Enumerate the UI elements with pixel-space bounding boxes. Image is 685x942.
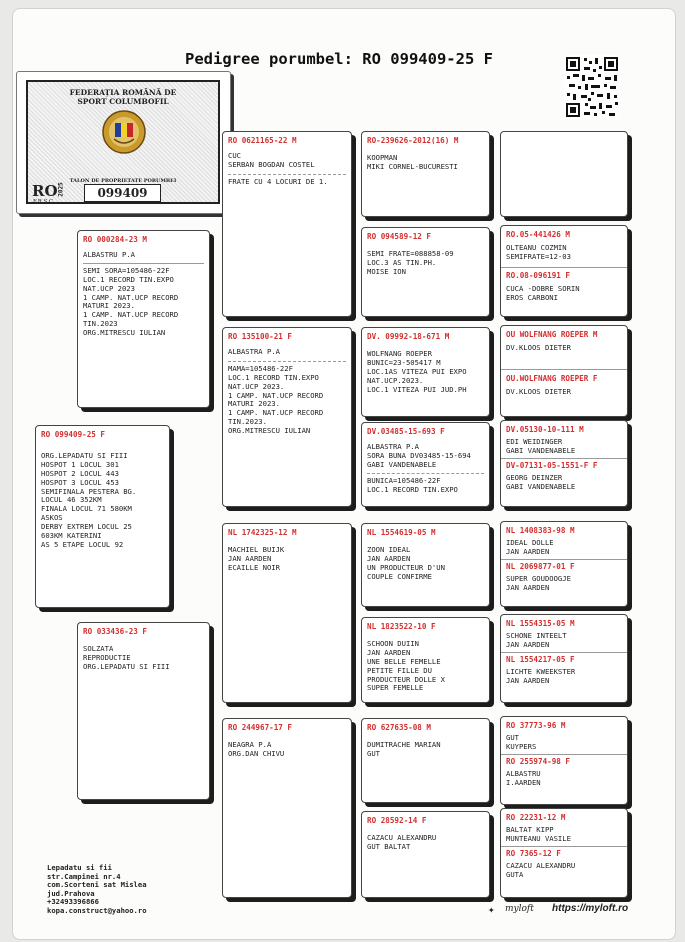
dsd-ring: NL 1823522-10 F <box>367 622 436 631</box>
pigeon-dam-dam <box>222 718 352 898</box>
breeder-contact: Lepadatu si fii str.Campinei nr.4 com.Scorteni sat Mislea jud.Prahova +32493396866 kopa.construct@yahoo.ro <box>47 863 147 915</box>
pigeon-sire-dam <box>222 327 352 507</box>
dsdd-info: LICHTE KWEEKSTER JAN AARDEN <box>506 666 576 685</box>
ddss-info: GUT KUYPERS <box>506 732 537 751</box>
sdd-info: BUNICA=105486-22F LOC.1 RECORD TIN.EXPO <box>367 475 458 494</box>
pigeon-dam <box>77 622 210 800</box>
sss-ring: RO-239626-2012(16) M <box>367 136 459 145</box>
dds-info: DUMITRACHE MARIAN GUT <box>367 739 441 758</box>
pigeon-g5-dsd <box>500 614 628 703</box>
myloft-logo-icon: ✦ <box>488 903 495 916</box>
ssdd-ring: RO.08-096191 F <box>506 270 571 280</box>
dd-info: NEAGRA P.A ORG.DAN CHIVU <box>228 739 285 758</box>
sdd-info-top: ALBASTRA P.A SORA BUNA DV03485-15-694 GABI VANDENABELE <box>367 441 471 469</box>
ds-ring: NL 1742325-12 M <box>228 528 297 537</box>
ssdd-info: CUCA -DOBRE SORIN EROS CARBONI <box>506 283 580 302</box>
sdss-info: DV.KLOOS DIETER <box>506 342 571 352</box>
ddd-info: CAZACU ALEXANDRU GUT BALTAT <box>367 832 437 851</box>
sdsd-ring: OU.WOLFNANG ROEPER F <box>506 373 598 383</box>
sdd-separator <box>367 473 484 474</box>
dds-ring: RO 627635-08 M <box>367 723 432 732</box>
dss-ring: NL 1554619-05 M <box>367 528 436 537</box>
pigeon-ddd <box>361 811 490 898</box>
ss-info: FRATE CU 4 LOCURI DE 1. <box>228 176 328 186</box>
card-caption: TALON DE PROPRIETATE PORUMBEI <box>69 178 177 184</box>
subject-info: ORG.LEPADATU SI FIII HOSPOT 1 LOCUL 301 HOSPOT 2 LOCUL 443 HOSPOT 3 LOCUL 453 SEMIFINALA PESTERA BG. LOCUL 46 352KM FINALA LOCUL 71 580KM ASKOS DERBY EXTREM LOCUL 25 603KM KATERINI AS 5 ETAPE LOCUL 92 <box>41 450 137 549</box>
pigeon-dss <box>361 523 490 607</box>
pigeon-sss <box>361 131 490 217</box>
sds-info: WOLFNANG ROEPER BUNIC=23-505417 M LOC.1AS VITEZA PUI EXPO NAT.UCP.2023. LOC.1 VITEZA PUI JUD.PH <box>367 348 467 394</box>
federation-code: F.R.S.C <box>33 199 54 205</box>
ddsd-info: ALBASTRU I.AARDEN <box>506 768 541 787</box>
federation-name-line2: SPORT COLUMBOFIL <box>77 97 169 106</box>
brand-url[interactable]: https://myloft.ro <box>552 903 629 914</box>
sddd-ring: DV-07131-05-1551-F F <box>506 460 598 470</box>
ss-info-top: CUC SERBAN BOGDAN COSTEL <box>228 150 315 169</box>
pigeon-dsd <box>361 617 490 703</box>
country-code: RO <box>32 182 58 200</box>
dsd-info: SCHOON DUIIN JAN AARDEN UNE BELLE FEMELLE PETITE FILLE DU PRODUCTEUR DOLLE X SUPER FEMELLE <box>367 638 445 693</box>
sds-ring: DV. 09992-18-671 M <box>367 332 450 341</box>
sd-info-top: ALBASTRA P.A <box>228 346 280 356</box>
pigeon-g5-ddd <box>500 808 628 898</box>
pigeon-sire <box>77 230 210 408</box>
ds-info: MACHIEL BUIJK JAN AARDEN ECAILLE NOIR <box>228 544 285 572</box>
dam-info: SOLZATA REPRODUCTIE ORG.LEPADATU SI FIII <box>83 643 170 671</box>
page-title: Pedigree porumbel: RO 099409-25 F <box>185 50 493 68</box>
dsss-info: IDEAL DOLLE JAN AARDEN <box>506 537 554 556</box>
federation-emblem-icon <box>101 109 147 155</box>
sdss-ring: OU WOLFNANG ROEPER M <box>506 330 598 339</box>
dddd-ring: RO 7365-12 F <box>506 848 561 858</box>
sddd-info: GEORG DEINZER GABI VANDENABELE <box>506 472 576 491</box>
dss-info: ZOON IDEAL JAN AARDEN UN PRODUCTEUR D'UN COUPLE CONFIRME <box>367 544 445 581</box>
sire-separator <box>83 263 204 264</box>
brand-name: myloft <box>505 904 534 914</box>
pigeon-sire-sire <box>222 131 352 317</box>
pigeon-g5-ds <box>500 325 628 417</box>
federation-name <box>28 88 218 106</box>
dddd-info: CAZACU ALEXANDRU GUTA <box>506 860 576 879</box>
ssd-info: SEMI FRATE=088858-09 LOC.3 AS TIN.PH. MOISE ION <box>367 248 454 276</box>
pigeon-sds <box>361 327 490 417</box>
dd-ring: RO 244967-17 F <box>228 723 293 732</box>
federation-name-line1: FEDERAȚIA ROMÂNĂ DE <box>69 88 177 97</box>
ddds-ring: RO 22231-12 M <box>506 813 566 822</box>
federation-card-frame <box>26 80 220 204</box>
dssd-info: SUPER GOUDOOGJE JAN AARDEN <box>506 573 571 592</box>
ddds-info: BALTAT KIPP MUNTEANU VASILE <box>506 824 571 843</box>
ssd-ring: RO 094589-12 F <box>367 232 432 241</box>
ddsd-ring: RO 255974-98 F <box>506 756 571 766</box>
dssd-ring: NL 2069877-01 F <box>506 561 575 571</box>
pigeon-dds <box>361 718 490 803</box>
sd-ring: RO 135100-21 F <box>228 332 293 341</box>
ddd-ring: RO 28592-14 F <box>367 816 427 825</box>
ss-separator <box>228 174 346 175</box>
sssd-ring <box>506 137 627 143</box>
sire-ring: RO 000284-23 M <box>83 235 148 244</box>
dsds-ring: NL 1554315-05 M <box>506 619 575 628</box>
pigeon-subject <box>35 425 170 608</box>
pigeon-dam-sire <box>222 523 352 703</box>
ring-year: 2025 <box>57 182 65 197</box>
dam-ring: RO 033436-23 F <box>83 627 148 636</box>
pigeon-g5-sd <box>500 225 628 317</box>
sdsd-info: DV.KLOOS DIETER <box>506 386 571 396</box>
sdd-ring: DV.03485-15-693 F <box>367 427 445 436</box>
sire-info-top: ALBASTRU P.A <box>83 249 135 259</box>
dsss-ring: NL 1408383-98 M <box>506 526 575 535</box>
sd-separator <box>228 361 346 362</box>
sire-info: SEMI SORA=105486-22F LOC.1 RECORD TIN.EXPO NAT.UCP 2023 1 CAMP. NAT.UCP RECORD MATURI 2023. 1 CAMP. NAT.UCP RECORD TIN.2023 ORG.MITRESCU IULIAN <box>83 265 179 338</box>
ring-number: 099409 <box>84 184 161 202</box>
dsdd-ring: NL 1554217-05 F <box>506 654 575 664</box>
dsds-info: SCHONE INTEELT JAN AARDEN <box>506 630 567 649</box>
ss-ring: RO 0621165-22 M <box>228 136 297 145</box>
ssds-ring: RO.05-441426 M <box>506 230 571 239</box>
pigeon-g5-ss <box>500 131 628 217</box>
pigeon-g5-dss <box>500 521 628 607</box>
qr-code <box>564 55 620 119</box>
pigeon-ssd <box>361 227 490 317</box>
sss-info: KOOPMAN MIKI CORNEL-BUCURESTI <box>367 152 458 171</box>
sd-info: MAMA=105486-22F LOC.1 RECORD TIN.EXPO NAT.UCP 2023. 1 CAMP. NAT.UCP RECORD MATURI 2023. 1 CAMP. NAT.UCP RECORD TIN.2023. ORG.MITRESCU IULIAN <box>228 363 324 436</box>
ssds-info: OLTEANU COZMIN SEMIFRATE=12-03 <box>506 242 571 261</box>
sdds-info: EDI WEIDINGER GABI VANDENABELE <box>506 436 576 455</box>
pigeon-g5-dd <box>500 420 628 507</box>
sdds-ring: DV.05130-10-111 M <box>506 425 584 434</box>
federation-card <box>16 71 231 214</box>
pigeon-sdd <box>361 422 490 507</box>
pigeon-g5-dds <box>500 716 628 805</box>
subject-ring: RO 099409-25 F <box>41 430 106 439</box>
ddss-ring: RO 37773-96 M <box>506 721 566 730</box>
